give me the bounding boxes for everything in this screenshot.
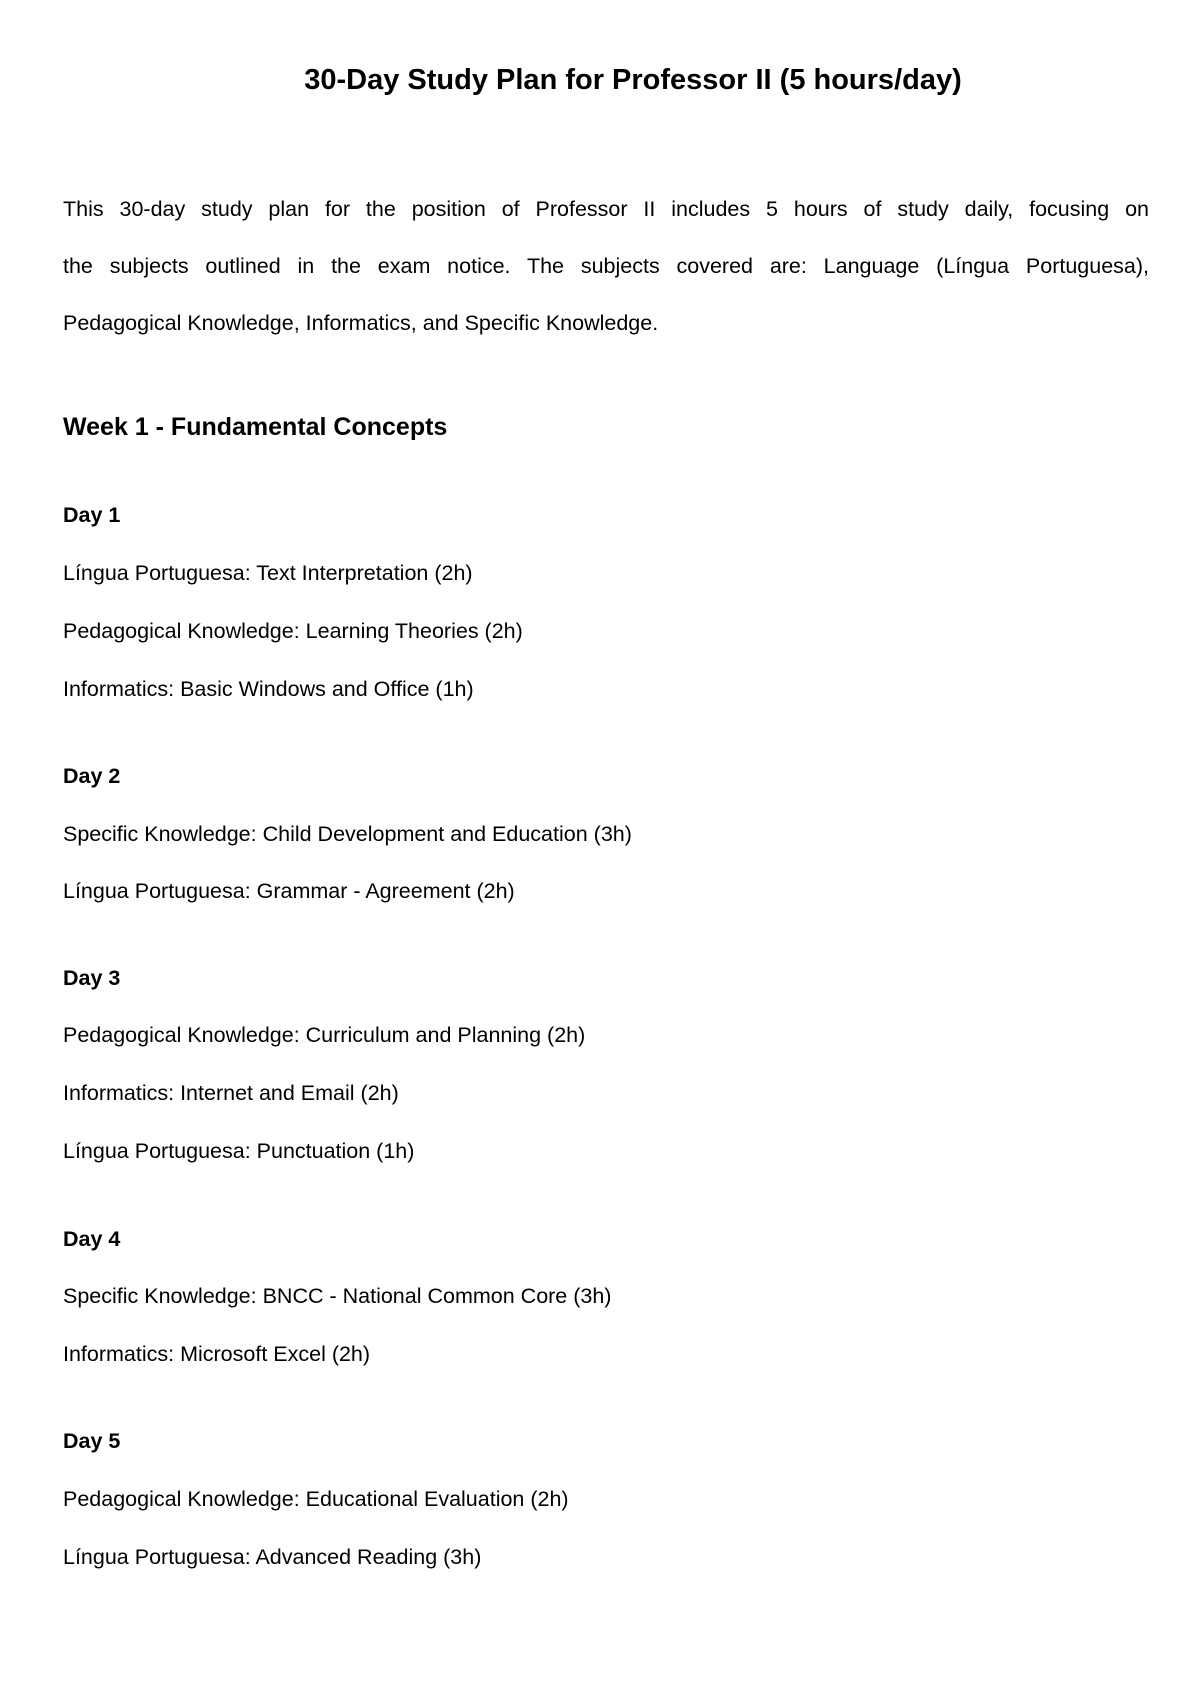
intro-paragraph: [63, 181, 1149, 352]
study-entry: Informatics: Basic Windows and Office (1h): [63, 677, 474, 701]
study-entry: Specific Knowledge: Child Development and Education (3h): [63, 822, 632, 846]
intro-line: This 30-day study plan for the position of Professor II includes 5 hours of study daily, focusing on: [63, 197, 1149, 221]
study-entry: Língua Portuguesa: Grammar - Agreement (2h): [63, 879, 515, 903]
study-entry: Pedagogical Knowledge: Learning Theories (2h): [63, 619, 523, 643]
day-heading: Day 5: [63, 1429, 121, 1453]
week-heading: Week 1 - Fundamental Concepts: [63, 413, 448, 441]
study-entry: Pedagogical Knowledge: Educational Evaluation (2h): [63, 1487, 569, 1511]
study-entry: Informatics: Microsoft Excel (2h): [63, 1342, 371, 1366]
intro-line: Pedagogical Knowledge, Informatics, and Specific Knowledge.: [63, 311, 659, 335]
day-heading: Day 1: [63, 503, 121, 527]
study-entry: Língua Portuguesa: Text Interpretation (2h): [63, 561, 473, 585]
study-entry: Língua Portuguesa: Advanced Reading (3h): [63, 1545, 482, 1569]
day-heading: Day 3: [63, 966, 121, 990]
intro-line: the subjects outlined in the exam notice. The subjects covered are: Language (Língua Portuguesa),: [63, 254, 1149, 278]
day-heading: Day 4: [63, 1227, 121, 1251]
document-title: 30-Day Study Plan for Professor II (5 hours/day): [304, 64, 962, 96]
study-entry: Specific Knowledge: BNCC - National Common Core (3h): [63, 1284, 612, 1308]
study-entry: Pedagogical Knowledge: Curriculum and Planning (2h): [63, 1023, 586, 1047]
study-entry: Língua Portuguesa: Punctuation (1h): [63, 1139, 415, 1163]
day-heading: Day 2: [63, 764, 121, 788]
study-entry: Informatics: Internet and Email (2h): [63, 1081, 399, 1105]
